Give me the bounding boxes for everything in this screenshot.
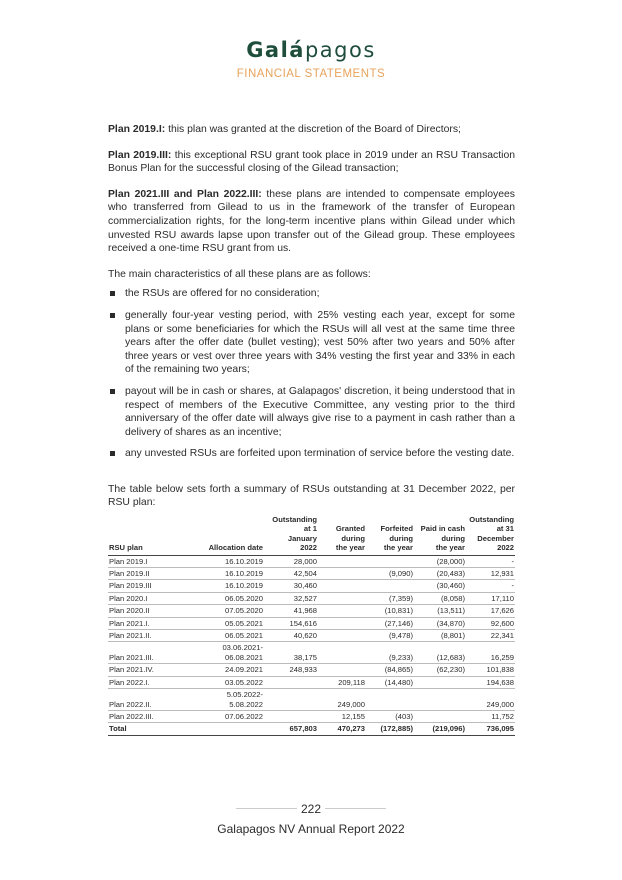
paid-in-cash-cell [414, 710, 466, 722]
characteristics-list [108, 287, 515, 461]
main-content [108, 123, 515, 522]
plan-paragraph [108, 149, 515, 176]
total-label-cell: Total [108, 723, 174, 735]
list-item [108, 447, 515, 461]
forfeited-cell: (9,233) [366, 642, 414, 664]
paid-in-cash-cell: (62,230) [414, 664, 466, 676]
table-row [108, 592, 515, 604]
list-item-text: payout will be in cash or shares, at Galapagos' discretion, it being understood that in respect of members of the Executive Committee, any vesting prior to the third anniversary of the offer date will always give rise to a payment in cash rather than a delivery of shares as an incentive; [125, 385, 515, 438]
table-intro: The table below sets forth a summary of RSUs outstanding at 31 December 2022, per RSU plan: [108, 483, 515, 509]
plan-name: Plan 2019.III: [108, 149, 172, 161]
paid-in-cash-cell: (34,870) [414, 617, 466, 629]
granted-cell [318, 580, 366, 592]
plan-cell: Plan 2021.III. [108, 642, 174, 664]
paid-in-cash-cell: (30,460) [414, 580, 466, 592]
forfeited-cell: (9,478) [366, 630, 414, 642]
allocation-date-cell: 24.09.2021 [174, 664, 264, 676]
bullet-square-icon [110, 291, 115, 296]
plan-cell: Plan 2022.III. [108, 710, 174, 722]
table-header-row [108, 515, 515, 555]
plan-name: Plan 2019.I: [108, 124, 166, 135]
logo-part-bold: Galá [246, 38, 305, 62]
forfeited-cell: (84,865) [366, 664, 414, 676]
granted-cell: 12,155 [318, 710, 366, 722]
allocation-date-cell: 16.10.2019 [174, 555, 264, 567]
characteristics-intro: The main characteristics of all these plans are as follows: [108, 268, 371, 280]
plan-cell: Plan 2020.I [108, 592, 174, 604]
paid-in-cash-cell: (13,511) [414, 605, 466, 617]
allocation-date-cell: 05.05.2021 [174, 617, 264, 629]
col-header-plan: RSU plan [108, 515, 174, 555]
allocation-date-cell: 03.06.2021- 06.08.2021 [174, 642, 264, 664]
table-row [108, 605, 515, 617]
outstanding-start-cell: 41,968 [264, 605, 318, 617]
allocation-date-cell: 06.05.2021 [174, 630, 264, 642]
total-outstanding-start-cell: 657,803 [264, 723, 318, 735]
col-header-forfeited: Forfeited during the year [366, 515, 414, 555]
outstanding-start-cell: 28,000 [264, 555, 318, 567]
plan-cell: Plan 2019.I [108, 555, 174, 567]
forfeited-cell: (403) [366, 710, 414, 722]
paid-in-cash-cell: (20,483) [414, 568, 466, 580]
table-row [108, 664, 515, 676]
plan-paragraph [108, 188, 515, 256]
plan-description: this exceptional RSU grant took place in 2019 under an RSU Transaction Bonus Plan for the successful closing of the Gilead transaction; [108, 149, 516, 175]
granted-cell [318, 605, 366, 617]
paid-in-cash-cell [414, 689, 466, 711]
total-date-cell [174, 723, 264, 735]
list-item-text: the RSUs are offered for no consideration; [125, 288, 320, 300]
plan-name: Plan 2021.III and Plan 2022.III: [108, 188, 262, 200]
page-footer [0, 800, 622, 836]
granted-cell: 209,118 [318, 676, 366, 688]
allocation-date-cell: 5.05.2022- 5.08.2022 [174, 689, 264, 711]
table-row [108, 555, 515, 567]
rsu-table-container [108, 515, 515, 736]
section-title: FINANCIAL STATEMENTS [236, 68, 386, 80]
granted-cell [318, 664, 366, 676]
granted-cell [318, 617, 366, 629]
table-row [108, 617, 515, 629]
granted-cell: 249,000 [318, 689, 366, 711]
table-row [108, 642, 515, 664]
table-total-row [108, 723, 515, 735]
table-row [108, 568, 515, 580]
granted-cell [318, 642, 366, 664]
table-row [108, 689, 515, 711]
outstanding-end-cell: 17,110 [466, 592, 515, 604]
report-title: Galapagos NV Annual Report 2022 [217, 822, 405, 836]
paid-in-cash-cell: (12,683) [414, 642, 466, 664]
outstanding-start-cell [264, 689, 318, 711]
plan-paragraph [108, 123, 515, 137]
list-item [108, 309, 515, 377]
outstanding-start-cell: 40,620 [264, 630, 318, 642]
forfeited-cell: (7,359) [366, 592, 414, 604]
allocation-date-cell: 07.06.2022 [174, 710, 264, 722]
list-item [108, 385, 515, 439]
granted-cell [318, 568, 366, 580]
outstanding-end-cell: 92,600 [466, 617, 515, 629]
company-logo [0, 38, 622, 62]
total-paid-in-cash-cell: (219,096) [414, 723, 466, 735]
outstanding-start-cell: 248,933 [264, 664, 318, 676]
plan-description: these plans are intended to compensate employees who transferred from Gilead to us in the framework of the transfer of European commercialization rights, for the long-term incentive plans within Gilead under which unvested RSU awards lapse upon transfer out of the Gilead group. These employees received a one-time RSU grant from us. [108, 188, 515, 255]
outstanding-end-cell: - [466, 555, 515, 567]
allocation-date-cell: 07.05.2020 [174, 605, 264, 617]
col-header-granted: Granted during the year [318, 515, 366, 555]
paid-in-cash-cell: (8,058) [414, 592, 466, 604]
outstanding-end-cell: 12,931 [466, 568, 515, 580]
table-row [108, 580, 515, 592]
allocation-date-cell: 16.10.2019 [174, 580, 264, 592]
col-header-outstanding-end: Outstanding at 31 December 2022 [466, 515, 515, 555]
allocation-date-cell: 06.05.2020 [174, 592, 264, 604]
page-number-line [0, 800, 622, 816]
outstanding-end-cell: 16,259 [466, 642, 515, 664]
page-header [0, 38, 622, 80]
plan-cell: Plan 2020.II [108, 605, 174, 617]
outstanding-start-cell [264, 710, 318, 722]
outstanding-end-cell: 11,752 [466, 710, 515, 722]
allocation-date-cell: 03.05.2022 [174, 676, 264, 688]
bullet-square-icon [110, 451, 115, 456]
forfeited-cell: (10,831) [366, 605, 414, 617]
bullet-square-icon [110, 389, 115, 394]
forfeited-cell [366, 555, 414, 567]
outstanding-start-cell: 154,616 [264, 617, 318, 629]
outstanding-start-cell: 38,175 [264, 642, 318, 664]
logo-part-light: pagos [304, 38, 376, 62]
paid-in-cash-cell [414, 676, 466, 688]
forfeited-cell [366, 580, 414, 592]
outstanding-start-cell [264, 676, 318, 688]
outstanding-start-cell: 42,504 [264, 568, 318, 580]
plan-cell: Plan 2019.III [108, 580, 174, 592]
table-row [108, 710, 515, 722]
outstanding-end-cell: - [466, 580, 515, 592]
plan-description: this plan was granted at the discretion of the Board of Directors; [165, 124, 461, 135]
outstanding-end-cell: 101,838 [466, 664, 515, 676]
total-outstanding-end-cell: 736,095 [466, 723, 515, 735]
page-number: 222 [297, 802, 325, 816]
list-item-text: any unvested RSUs are forfeited upon termination of service before the vesting date. [125, 448, 515, 460]
granted-cell [318, 555, 366, 567]
plan-cell: Plan 2021.I. [108, 617, 174, 629]
list-item [108, 287, 515, 301]
col-header-paid-in-cash: Paid in cash during the year [414, 515, 466, 555]
rsu-summary-table [108, 515, 515, 736]
paid-in-cash-cell: (8,801) [414, 630, 466, 642]
plan-cell: Plan 2019.II [108, 568, 174, 580]
outstanding-start-cell: 32,527 [264, 592, 318, 604]
forfeited-cell: (27,146) [366, 617, 414, 629]
plan-cell: Plan 2021.IV. [108, 664, 174, 676]
bullet-square-icon [110, 313, 115, 318]
total-forfeited-cell: (172,885) [366, 723, 414, 735]
outstanding-start-cell: 30,460 [264, 580, 318, 592]
table-row [108, 676, 515, 688]
table-row [108, 630, 515, 642]
outstanding-end-cell: 22,341 [466, 630, 515, 642]
forfeited-cell: (9,090) [366, 568, 414, 580]
allocation-date-cell: 16.10.2019 [174, 568, 264, 580]
list-item-text: generally four-year vesting period, with 25% vesting each year, except for some plans or some beneficiaries for which the RSUs will all vest at the same time three years after the offer date (bullet vesting); vest 50% after two years and 50% after three years or vest over three years with 34% vesting the first year and 33% in each of the remaining two years; [125, 309, 515, 376]
total-granted-cell: 470,273 [318, 723, 366, 735]
plan-cell: Plan 2022.I. [108, 676, 174, 688]
forfeited-cell [366, 689, 414, 711]
granted-cell [318, 592, 366, 604]
col-header-allocation-date: Allocation date [174, 515, 264, 555]
plan-cell: Plan 2021.II. [108, 630, 174, 642]
outstanding-end-cell: 194,638 [466, 676, 515, 688]
outstanding-end-cell: 17,626 [466, 605, 515, 617]
plan-cell: Plan 2022.II. [108, 689, 174, 711]
outstanding-end-cell: 249,000 [466, 689, 515, 711]
paid-in-cash-cell: (28,000) [414, 555, 466, 567]
forfeited-cell: (14,480) [366, 676, 414, 688]
col-header-outstanding-start: Outstanding at 1 January 2022 [264, 515, 318, 555]
table-body [108, 555, 515, 735]
granted-cell [318, 630, 366, 642]
